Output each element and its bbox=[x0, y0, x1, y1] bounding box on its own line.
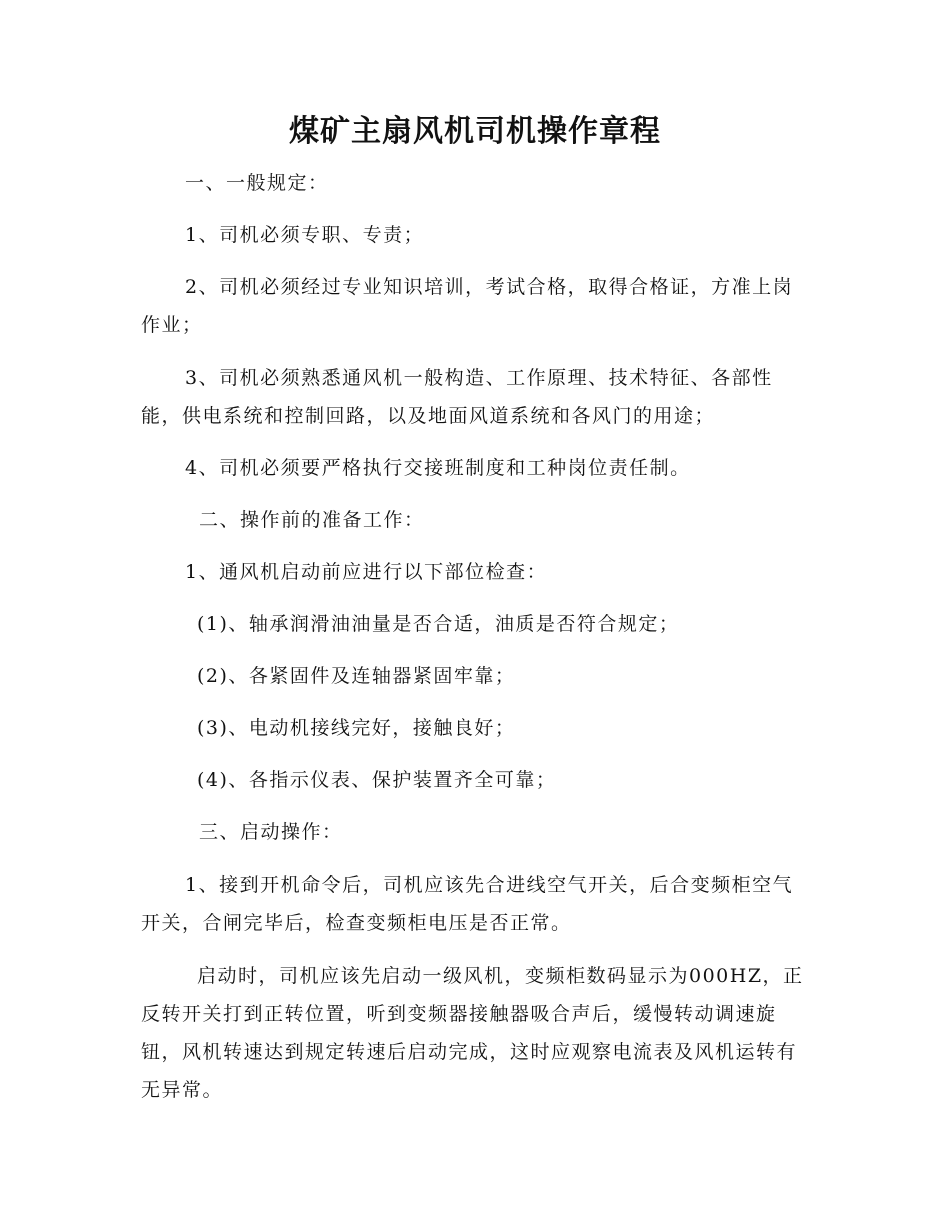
sub-item-3: (3)、电动机接线完好，接触良好； bbox=[197, 717, 516, 739]
sub-item-4: (4)、各指示仪表、保护装置齐全可靠； bbox=[197, 769, 557, 791]
paragraph-general-1: 1、司机必须专职、专责； bbox=[185, 224, 425, 246]
document-title: 煤矿主扇风机司机操作章程 bbox=[289, 114, 661, 149]
paragraph-startup-1: 1、接到开机命令后，司机应该先合进线空气开关，后合变频柜空气开关，合闸完毕后，检查变频柜电压是否正常。 bbox=[141, 874, 794, 934]
sub-item-2: (2)、各紧固件及连轴器紧固牢靠； bbox=[197, 665, 516, 687]
paragraph-preparation-1: 1、通风机启动前应进行以下部位检查： bbox=[185, 561, 548, 583]
paragraph-startup-2: 启动时，司机应该先启动一级风机，变频柜数码显示为000HZ，正反转开关打到正转位置，听到变频器接触器吸合声后，缓慢转动调速旋钮，风机转速达到规定转速后启动完成，这时应观察电流表及风机运转有无异常。 bbox=[141, 965, 804, 1101]
paragraph-general-3: 3、司机必须熟悉通风机一般构造、工作原理、技术特征、各部性能，供电系统和控制回路，以及地面风道系统和各风门的用途； bbox=[141, 367, 773, 427]
section-heading-startup: 三、启动操作： bbox=[199, 821, 343, 843]
section-heading-general: 一、一般规定： bbox=[185, 172, 329, 194]
paragraph-general-2: 2、司机必须经过专业知识培训，考试合格，取得合格证，方准上岗作业； bbox=[141, 276, 794, 336]
paragraph-general-4: 4、司机必须要严格执行交接班制度和工种岗位责任制。 bbox=[185, 457, 691, 479]
section-heading-preparation: 二、操作前的准备工作： bbox=[199, 509, 425, 531]
sub-item-1: (1)、轴承润滑油油量是否合适，油质是否符合规定； bbox=[197, 613, 680, 635]
